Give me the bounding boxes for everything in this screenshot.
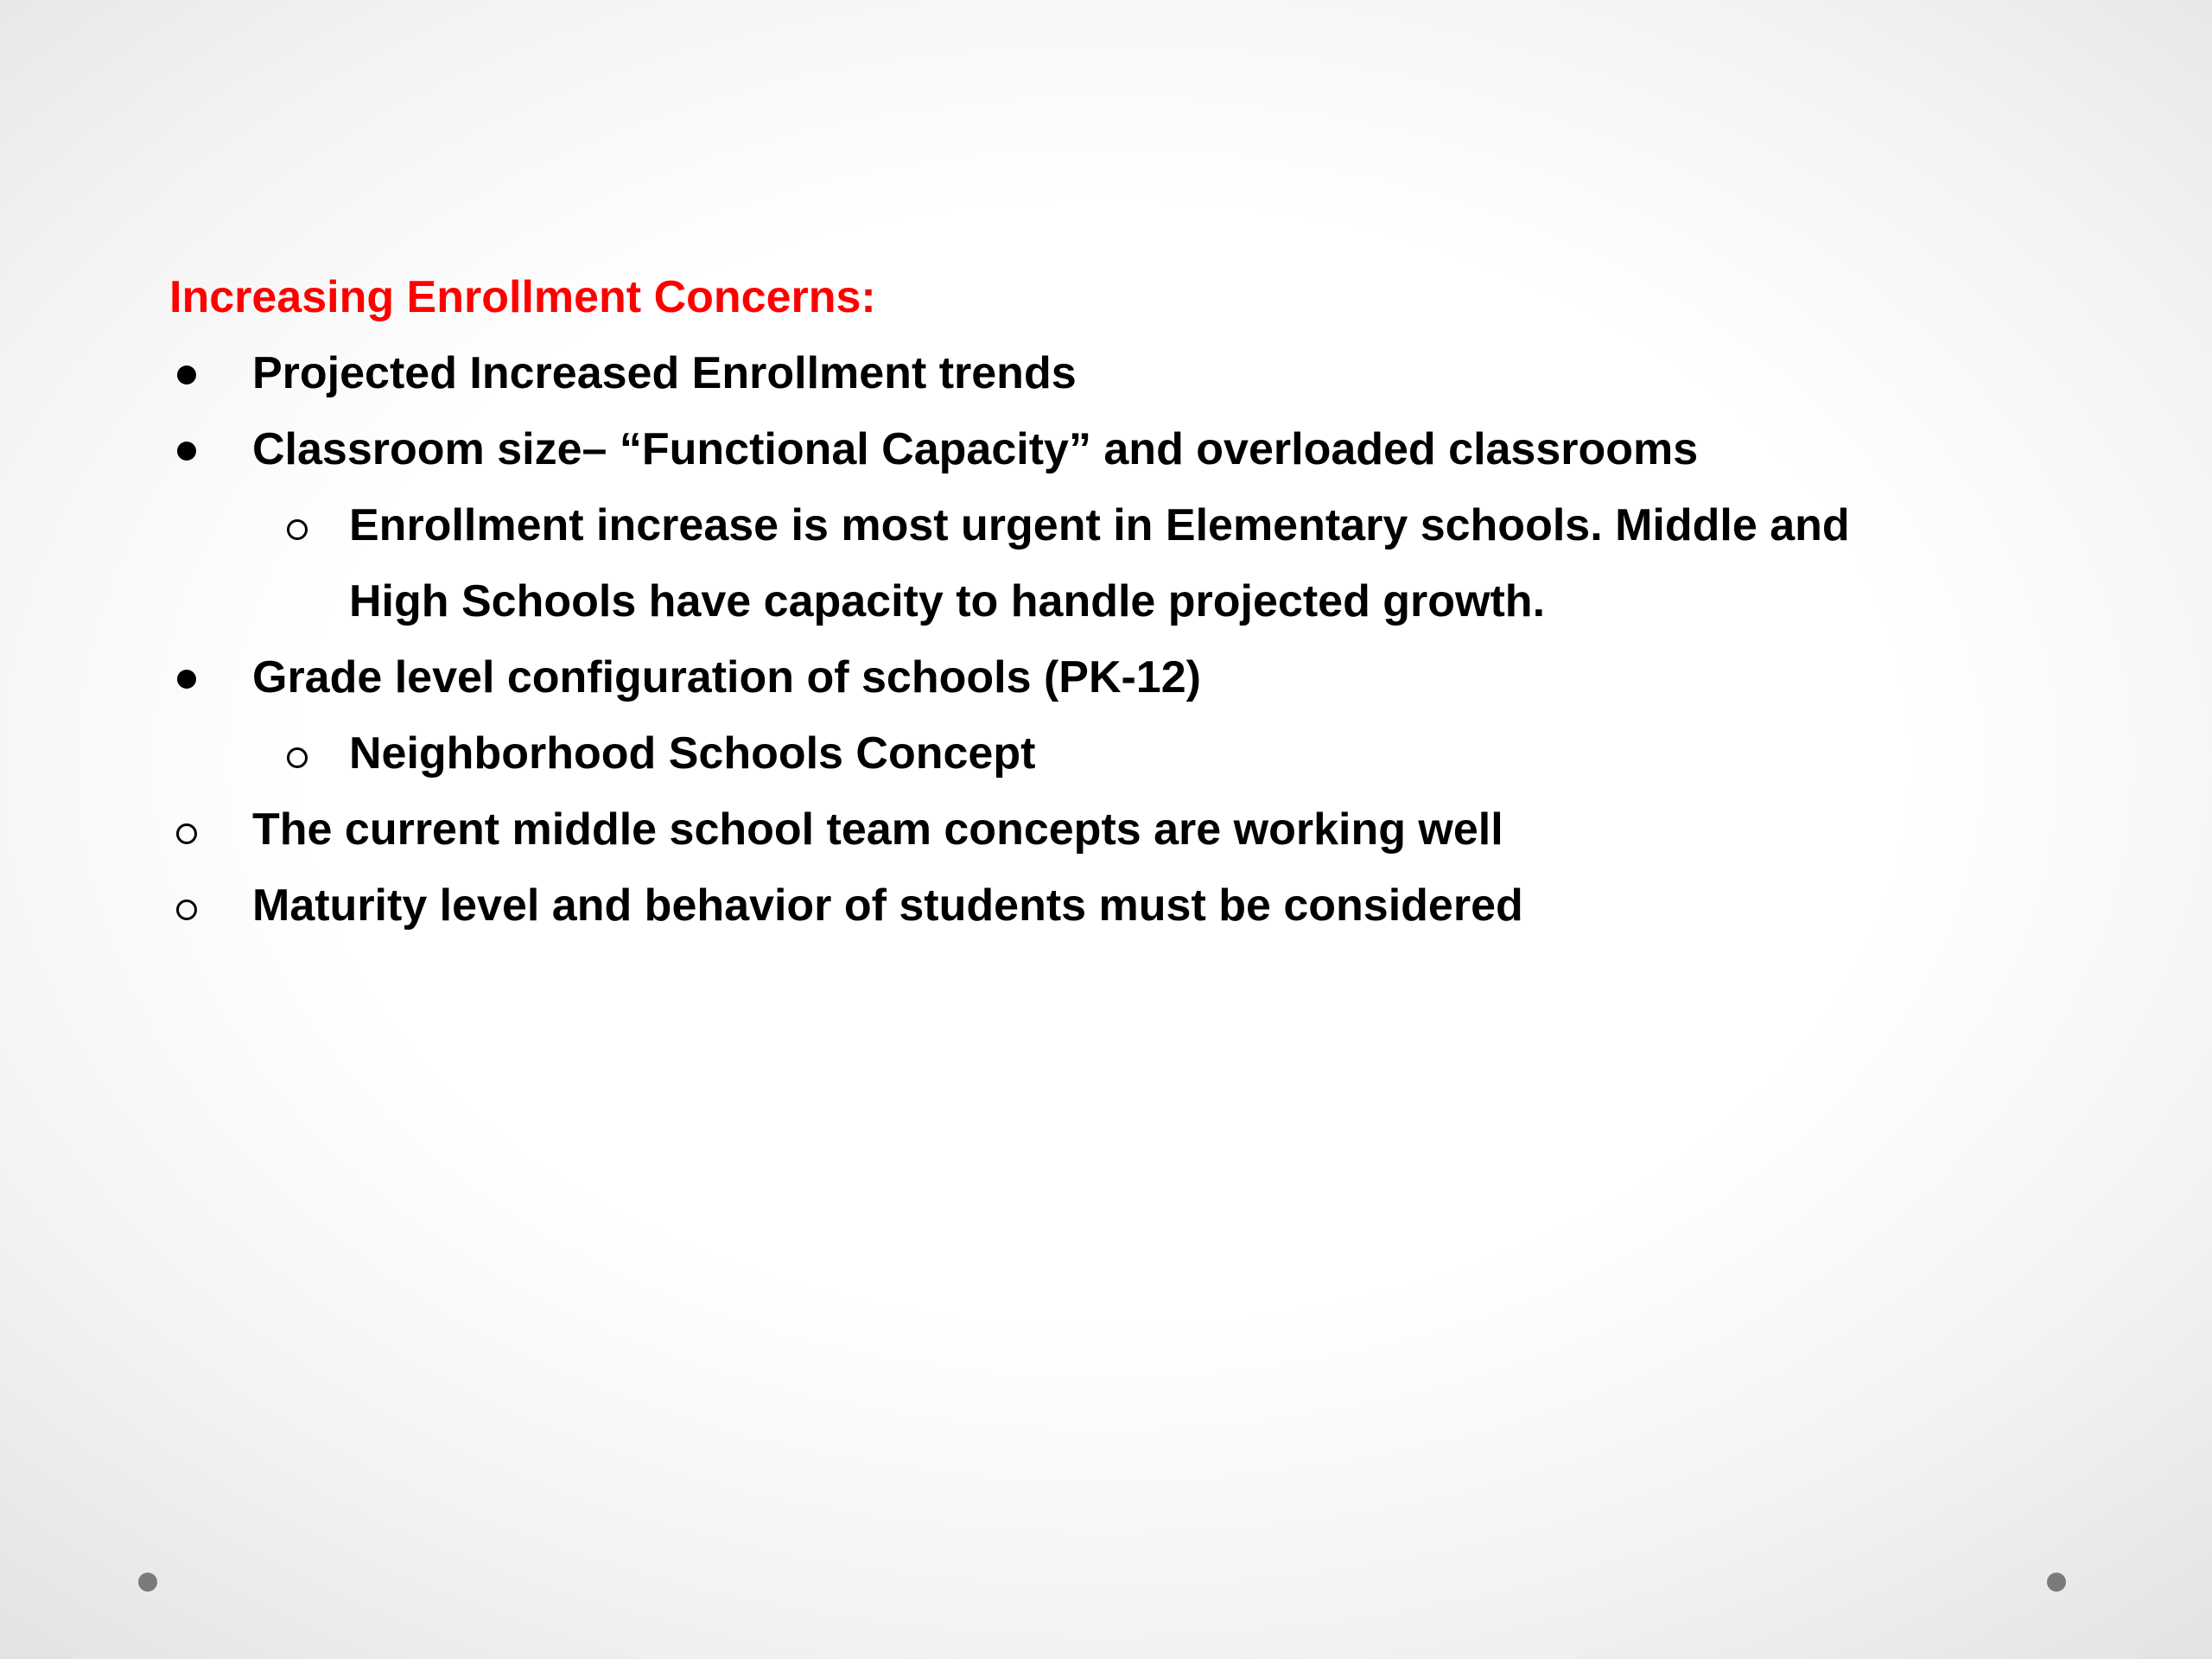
bullet-icon — [169, 639, 204, 715]
bullet-text: Maturity level and behavior of students must be considered — [252, 880, 1523, 931]
bullet-text: Neighborhood Schools Concept — [349, 728, 1036, 779]
bullet-text: Projected Increased Enrollment trends — [252, 348, 1077, 398]
slide-heading: Increasing Enrollment Concerns: — [169, 272, 876, 322]
bullet-icon — [169, 411, 204, 487]
sub-bullet-item — [169, 715, 2070, 791]
bullet-text: The current middle school team concepts are working well — [252, 804, 1503, 855]
hollow-bullet-icon — [280, 487, 315, 563]
bullet-text-line: Enrollment increase is most urgent in Elementary schools. Middle and — [349, 500, 1850, 550]
corner-dot-icon — [138, 1573, 157, 1592]
bullet-item — [169, 411, 2070, 487]
bullet-item — [169, 868, 2070, 944]
bullet-text: Grade level configuration of schools (PK-12) — [252, 652, 1201, 702]
bullet-item — [169, 335, 2070, 411]
sub-bullet-item — [169, 487, 2070, 639]
bullet-icon — [169, 335, 204, 411]
corner-dot-icon — [2047, 1573, 2066, 1592]
bullet-text: Classroom size– “Functional Capacity” and overloaded classrooms — [252, 424, 1699, 474]
hollow-bullet-icon — [280, 715, 315, 791]
slide-content — [169, 259, 2070, 944]
bullet-text-line: High Schools have capacity to handle projected growth. — [349, 576, 1546, 626]
bullet-item — [169, 639, 2070, 715]
bullet-item — [169, 791, 2070, 868]
hollow-bullet-icon — [169, 868, 204, 944]
hollow-bullet-icon — [169, 791, 204, 868]
